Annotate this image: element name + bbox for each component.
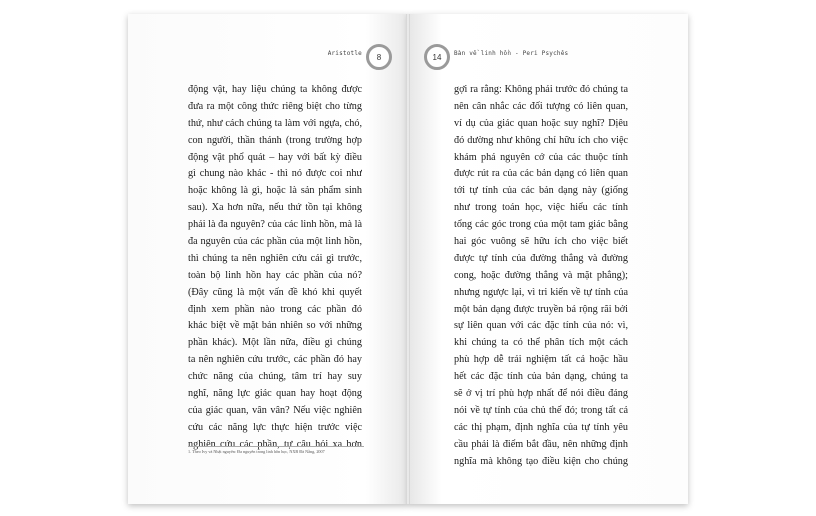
text-line: (Đây cũng là một vấn đề khó khi quyết: [188, 286, 362, 298]
left-running-head: Aristotle: [327, 50, 362, 57]
text-line: phù hợp dễ trải nghiệm tất cả hoặc hầu: [454, 354, 628, 366]
text-line: hoặc không là gì, hoặc là sản phẩm sinh: [188, 185, 362, 197]
text-line: được tự tính của đường thẳng và đường: [454, 252, 628, 264]
text-line: phải là đa nguyên? của các linh hồn, mà là: [188, 219, 362, 231]
text-line: nghĩa mà không tạo điều kiện cho chúng: [454, 455, 628, 467]
text-line: hai góc vuông sẽ hữu ích cho việc biết: [454, 236, 628, 248]
text-line: khám phá nguyên cớ của các thuộc tính: [454, 151, 628, 163]
text-line: nghĩ, năng lực giác quan hay hoạt động: [188, 388, 362, 400]
text-line: chức năng của chúng, tâm trí hay suy: [188, 371, 362, 383]
text-line: ta nên nghiên cứu trước, các phần đó hay: [188, 354, 362, 366]
open-book: [128, 14, 688, 504]
text-line: khi chúng ta có thể phân tích một cách: [454, 337, 628, 349]
book-gutter: [406, 14, 410, 504]
text-line: đó dường như không chỉ hữu ích cho việc: [454, 134, 628, 146]
left-page: [128, 14, 408, 504]
text-line: ví dụ của giác quan hoặc suy nghĩ? Dịêu: [454, 117, 628, 129]
text-line: định xem phần nào trong các phần đó: [188, 303, 362, 315]
text-line: phần khác). Một lần nữa, điều gì chúng: [188, 337, 362, 349]
text-line: thứ, như cách chúng ta làm với ngựa, chó,: [188, 117, 362, 129]
text-line: sẽ ở vị trí phù hợp nhất để nói điều đáng: [454, 388, 628, 400]
text-line: động vật, hay liệu chúng ta không được: [188, 84, 362, 95]
text-line: hết các đặc tính của bản dạng, chúng ta: [454, 371, 628, 383]
text-line: tới tự tính của các bản dạng này (giống: [454, 185, 628, 197]
right-body-text: [454, 82, 628, 470]
text-line: đa nguyên của các phần của một linh hồn,: [188, 236, 362, 248]
text-line: toàn bộ linh hồn hay các phần của nó?: [188, 269, 362, 281]
right-running-head: Bàn về linh hồn - Peri Psychês: [454, 50, 569, 57]
text-line: được rút ra của các bản dạng có liên quan: [454, 168, 628, 180]
text-line: con người, thần thánh (trong trường hợp: [188, 134, 362, 146]
text-line: một bản dạng được truyền bá rộng rãi bởi: [454, 303, 628, 315]
right-page-number: 14: [424, 44, 450, 70]
text-line: nhưng ngược lại, vì tri kiến về tự tính của: [454, 286, 628, 298]
text-line: gì chung nào khác - thì nó được coi như: [188, 168, 362, 180]
text-line: sự liên quan với các đặc tính của nó: vì,: [454, 320, 628, 332]
text-line: gợi ra rằng: Không phải trước đó chúng ta: [454, 84, 628, 95]
right-page: [408, 14, 688, 504]
text-line: nên cân nhắc các đối tượng có liên quan,: [454, 100, 628, 112]
text-line: cầu phải là điểm bắt đầu, nên những định: [454, 438, 628, 450]
left-footnote: 1. Theo Ivy và Nhật nguyên: Đa nguyên trong linh hồn học, NXB Đà Nẵng, 2007: [188, 446, 364, 454]
text-line: như trong toán học, việc hiểu các tính: [454, 202, 628, 214]
left-body-text: [188, 82, 362, 454]
text-line: tổng các góc trong của một tam giác bằng: [454, 219, 628, 231]
text-line: động vật phổ quát – hay với bất kỳ điều: [188, 151, 362, 163]
text-line: nghiên cứu các phần, tự câu hỏi xa hơn: [188, 438, 362, 450]
text-line: thì chúng ta nên nghiên cứu cái gì trước,: [188, 252, 362, 264]
text-line: cong, hoặc đường thẳng và mặt phẳng);: [454, 269, 628, 281]
text-line: cứu các năng lực thực hiện trước việc: [188, 421, 362, 433]
text-line: của giác quan, vân vân? Nếu việc nghiên: [188, 404, 362, 416]
text-line: sau). Xa hơn nữa, nếu thứ tồn tại không: [188, 202, 362, 214]
left-page-number: 8: [366, 44, 392, 70]
text-line: khác biệt về mặt bản nhiên so với những: [188, 320, 362, 332]
text-line: đưa ra một công thức riêng biệt cho từng: [188, 100, 362, 112]
text-line: các thị phạm, định nghĩa của tự tính yêu: [454, 421, 628, 433]
text-line: nói về tự tính của chủ thể đó; trong tất cả: [454, 404, 628, 416]
